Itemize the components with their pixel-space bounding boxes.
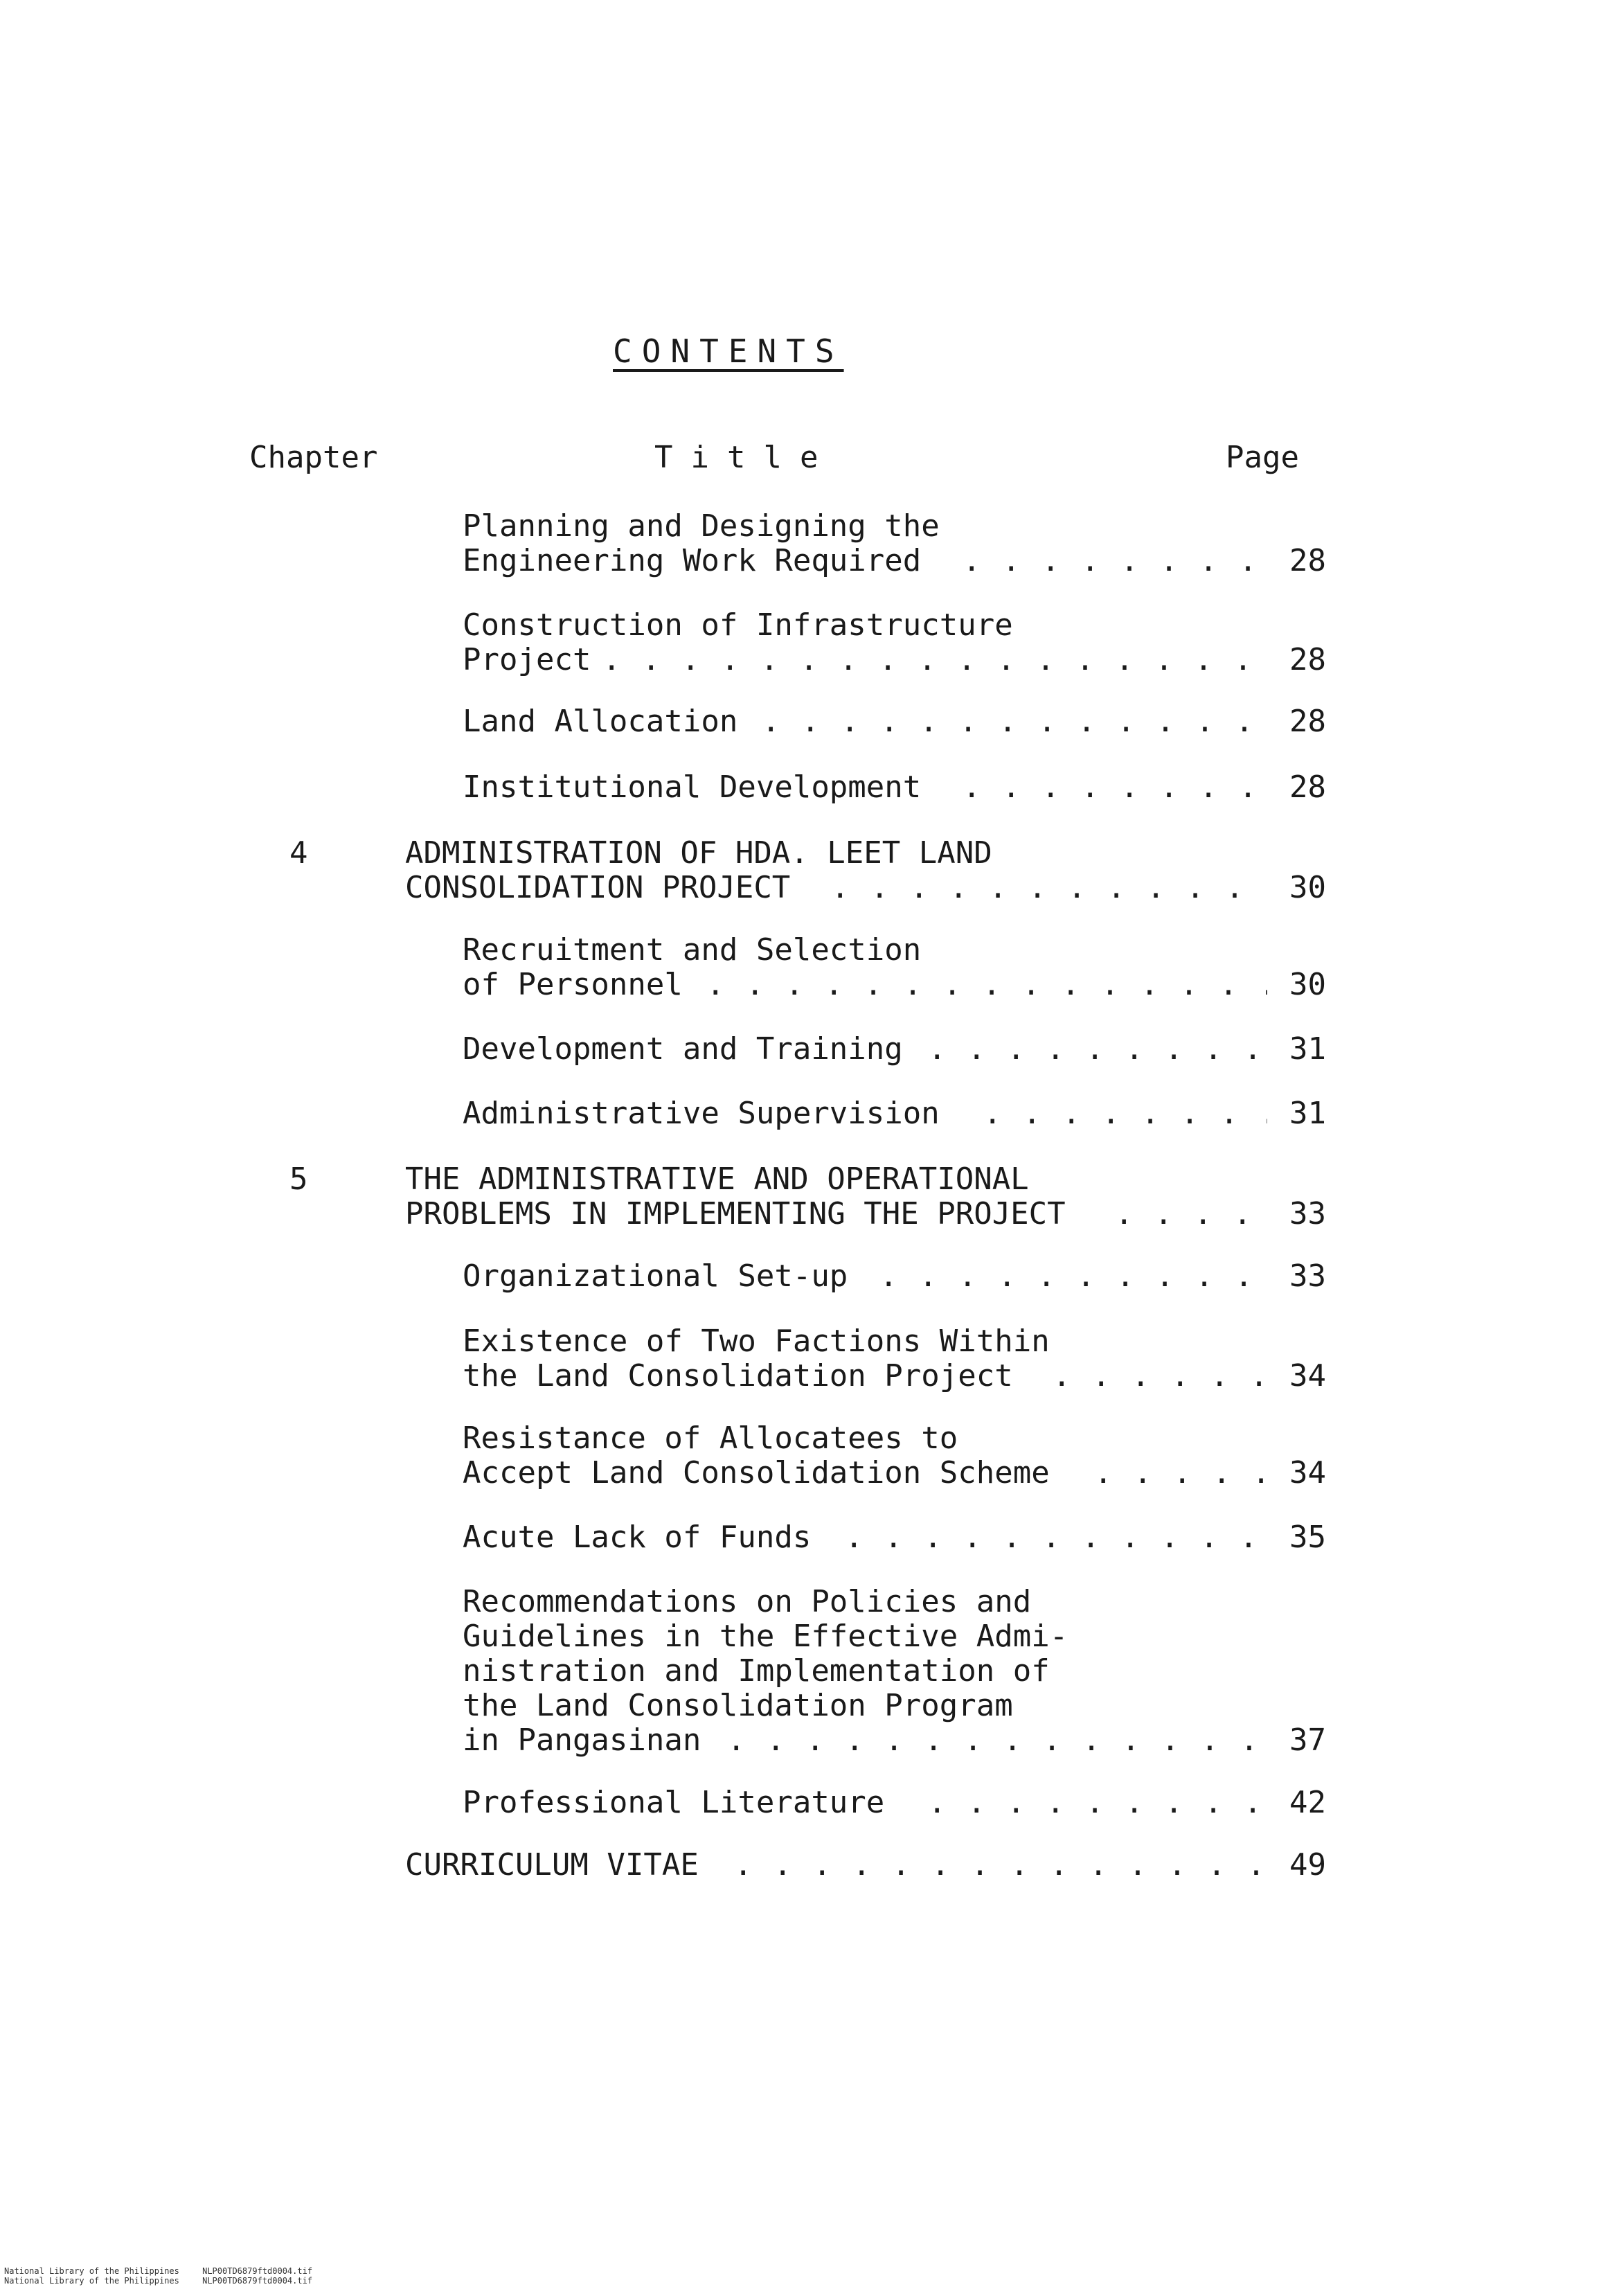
leader-dots	[602, 643, 1267, 677]
toc-page-number: 34	[1289, 1455, 1326, 1490]
footer-file: NLP00TD6879ftd0004.tif	[202, 2266, 313, 2276]
leader-dots	[1053, 1359, 1267, 1394]
toc-entry-line: Planning and Designing the	[463, 508, 940, 544]
toc-entry-line: of Personnel	[463, 967, 683, 1002]
toc-entry-line: Project	[463, 642, 591, 677]
toc-page-number: 33	[1289, 1196, 1326, 1231]
scan-footer	[4, 2266, 330, 2286]
toc-entry	[463, 1259, 848, 1294]
leader-dots	[963, 770, 1267, 805]
toc-entry	[463, 704, 737, 739]
toc-entry	[463, 1032, 903, 1067]
toc-entry-line: CONSOLIDATION PROJECT	[405, 870, 791, 905]
toc-entry-line: Resistance of Allocatees to	[463, 1421, 958, 1456]
leader-dots	[983, 1096, 1267, 1131]
leader-dots	[727, 1723, 1267, 1758]
toc-page-number: 30	[1289, 967, 1326, 1002]
toc-entry-line: Administrative Supervision	[463, 1096, 940, 1131]
toc-entry-line: Land Allocation	[463, 704, 738, 739]
toc-entry-line: Professional Literature	[463, 1785, 885, 1820]
toc-entry-line: Engineering Work Required	[463, 543, 922, 578]
toc-entry	[405, 1848, 699, 1883]
footer-file: NLP00TD6879ftd0004.tif	[202, 2276, 313, 2286]
toc-entry-line: Development and Training	[463, 1031, 903, 1067]
toc-chapter-number: 4	[289, 835, 308, 871]
toc-entry	[463, 1786, 884, 1820]
toc-entry-line: Recruitment and Selection	[463, 932, 922, 968]
toc-entry-line: the Land Consolidation Project	[463, 1358, 1013, 1394]
toc-entry	[463, 1096, 940, 1131]
leader-dots	[879, 1259, 1267, 1294]
toc-entry	[463, 770, 921, 805]
column-header-chapter: Chapter	[249, 440, 378, 475]
toc-page-number: 31	[1289, 1031, 1326, 1067]
toc-entry-line: nistration and Implementation of	[463, 1653, 1050, 1689]
toc-entry-line: Recommendations on Policies and	[463, 1584, 1032, 1619]
toc-page-number: 28	[1289, 642, 1326, 677]
leader-dots	[734, 1848, 1267, 1883]
toc-entry-line: Construction of Infrastructure	[463, 607, 1013, 643]
toc-entry-line: Accept Land Consolidation Scheme	[463, 1455, 1050, 1490]
leader-dots	[963, 544, 1267, 578]
toc-page-number: 28	[1289, 704, 1326, 739]
toc-entry-line: the Land Consolidation Program	[463, 1688, 1013, 1723]
leader-dots	[928, 1786, 1267, 1820]
toc-chapter-number: 5	[289, 1162, 308, 1197]
toc-page-number: 33	[1289, 1258, 1326, 1294]
leader-dots	[1094, 1456, 1267, 1490]
toc-page-number: 35	[1289, 1520, 1326, 1555]
toc-entry	[463, 509, 940, 578]
toc-entry-line: Existence of Two Factions Within	[463, 1324, 1050, 1359]
leader-dots	[762, 704, 1267, 739]
toc-page-number: 31	[1289, 1096, 1326, 1131]
toc-entry-line: PROBLEMS IN IMPLEMENTING THE PROJECT	[405, 1196, 1066, 1231]
toc-entry-line: Guidelines in the Effective Admi-	[463, 1619, 1068, 1654]
toc-page-number: 49	[1289, 1847, 1326, 1883]
toc-entry-line: Acute Lack of Funds	[463, 1520, 812, 1555]
toc-page-number: 30	[1289, 870, 1326, 905]
toc-entry	[463, 1324, 1050, 1394]
toc-entry-line: CURRICULUM VITAE	[405, 1847, 699, 1883]
toc-page-number: 34	[1289, 1358, 1326, 1394]
toc-entry-line: ADMINISTRATION OF HDA. LEET LAND	[405, 835, 992, 871]
toc-entry	[463, 1421, 1050, 1490]
leader-dots	[706, 968, 1267, 1002]
column-header-page: Page	[1226, 440, 1299, 475]
footer-library: National Library of the Philippines	[4, 2266, 179, 2276]
toc-page-number: 28	[1289, 543, 1326, 578]
toc-entry-line: Organizational Set-up	[463, 1258, 848, 1294]
leader-dots	[1115, 1197, 1267, 1231]
page-title: CONTENTS	[613, 332, 844, 370]
toc-page-number: 37	[1289, 1723, 1326, 1758]
toc-entry	[405, 1162, 1066, 1231]
toc-entry-line: Institutional Development	[463, 769, 922, 805]
leader-dots	[831, 871, 1267, 905]
toc-entry	[463, 1520, 811, 1555]
toc-page-number: 42	[1289, 1785, 1326, 1820]
leader-dots	[845, 1520, 1267, 1555]
footer-library: National Library of the Philippines	[4, 2276, 179, 2286]
toc-entry-line: THE ADMINISTRATIVE AND OPERATIONAL	[405, 1162, 1029, 1197]
leader-dots	[928, 1032, 1267, 1067]
toc-entry-line: in Pangasinan	[463, 1723, 701, 1758]
column-header-title: Title	[654, 440, 837, 475]
toc-page-number: 28	[1289, 769, 1326, 805]
